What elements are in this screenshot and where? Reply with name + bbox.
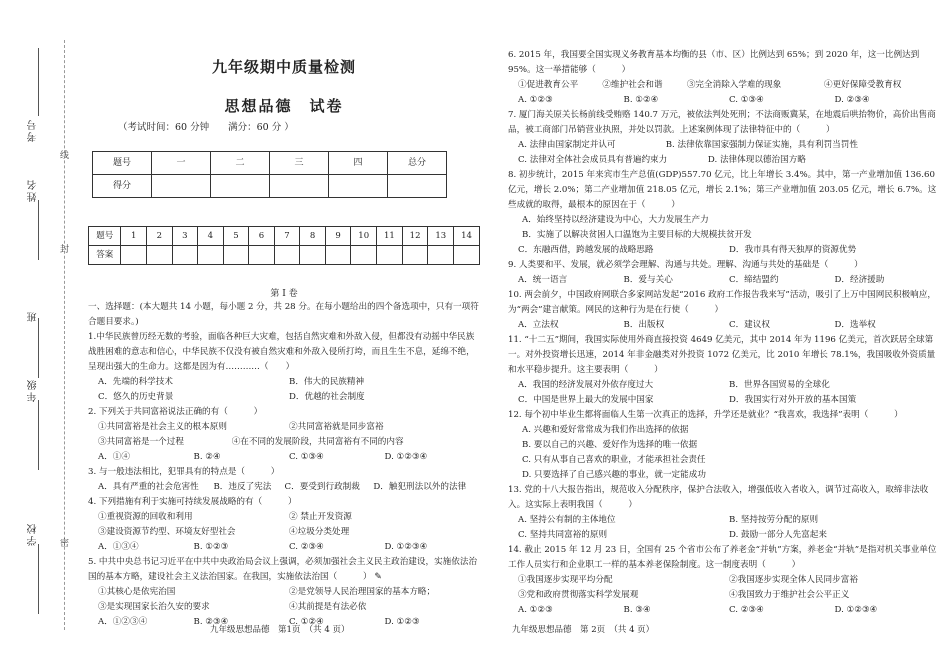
question-9-options bbox=[508, 273, 940, 288]
item: ①重视资源的回收和利用 bbox=[98, 512, 193, 522]
answer-number: 13 bbox=[428, 227, 454, 246]
answer-cell[interactable] bbox=[325, 246, 351, 265]
option[interactable]: D. ①②③④ bbox=[384, 452, 428, 462]
answer-cell[interactable] bbox=[121, 246, 147, 265]
option[interactable]: D. ①②③ bbox=[384, 617, 420, 627]
option[interactable]: A. 法律由国家制定并认可 bbox=[518, 140, 616, 150]
score-input-cell[interactable] bbox=[152, 175, 211, 198]
question-8: 8. 初步统计，2015 年来宾市生产总值(GDP)557.70 亿元，比上年增长 3.4%。其中，第一产业增加值 136.60 亿元，增长 2.0%；第二产业增加值 218.05 亿元，增长 2.1%；第三产业增加值 203.05 亿元，增长 6.7%。这些成就的取得，最根本的原因在于（ ） bbox=[508, 170, 937, 210]
school-label: 学校 bbox=[28, 522, 39, 546]
option[interactable]: D. 鼓励一部分人先富起来 bbox=[729, 530, 827, 540]
option[interactable]: D. ②③④ bbox=[834, 95, 870, 105]
option[interactable]: A. 兴趣和爱好常常成为我们作出选择的依据 bbox=[522, 425, 689, 435]
score-input-cell[interactable] bbox=[211, 175, 270, 198]
answer-cell[interactable] bbox=[223, 246, 249, 265]
question-2-items bbox=[88, 435, 480, 450]
question-12: 12. 每个初中毕业生都将面临人生第一次真正的选择，升学还是就业？“我喜欢，我选择”表明（ ） bbox=[508, 410, 903, 420]
item: ②共同富裕就是同步富裕 bbox=[289, 422, 384, 432]
option[interactable]: B. ①②③ bbox=[193, 542, 229, 552]
score-row-label: 得分 bbox=[93, 175, 152, 198]
option[interactable]: B. ②③④ bbox=[193, 617, 229, 627]
class-line bbox=[38, 318, 39, 378]
question-11-options bbox=[508, 393, 940, 408]
class-label: 班 bbox=[28, 310, 39, 322]
answer-number: 5 bbox=[223, 227, 249, 246]
question-7-options bbox=[508, 153, 940, 168]
pencil-mark-icon: ✎ bbox=[374, 572, 382, 582]
item: ④垃圾分类处理 bbox=[289, 527, 350, 537]
question-3-options bbox=[88, 480, 480, 495]
option[interactable]: B．出版权 bbox=[623, 320, 665, 330]
section-intro: 一、选择题：(本大题共 14 小题，每小题 2 分，共 28 分。在每小题给出的四个备选项中，只有一项符合题目要求。) bbox=[88, 302, 479, 327]
page-1 bbox=[88, 0, 480, 650]
item: ③是实现国家长治久安的要求 bbox=[98, 602, 210, 612]
option[interactable]: C. ①②④ bbox=[289, 617, 324, 627]
option[interactable]: B．爱与关心 bbox=[623, 275, 673, 285]
question-13-options bbox=[508, 513, 940, 528]
question-4-options bbox=[88, 540, 480, 555]
option[interactable]: A．我国的经济发展对外依存度过大 bbox=[518, 380, 654, 390]
question-13: 13. 党的十八大报告指出，规范收入分配秩序，保护合法收入，增强低收入者收入，调节过高收入，取缔非法收入。这实际上表明我国（ ） bbox=[508, 485, 929, 510]
answer-cell[interactable] bbox=[351, 246, 377, 265]
page-2 bbox=[508, 0, 940, 650]
question-10: 10. 两会前夕，中国政府网联合多家网站发起“2016 政府工作报告我来写”活动，吸引了上万中国网民积极响应，为“两会”建言献策。网民的这种行为是在行使（ ） bbox=[508, 290, 936, 315]
option[interactable]: A．①④ bbox=[98, 452, 130, 462]
name-label: 姓名 bbox=[28, 178, 39, 202]
question-6: 6. 2015 年，我国要全国实现义务教育基本均衡的县（市、区）比例达到 65%；到 2020 年，这一比例达到 95%。这一举措能够（ ） bbox=[508, 50, 920, 75]
question-7-options bbox=[508, 138, 940, 153]
option[interactable]: B．违反了宪法 bbox=[213, 482, 272, 492]
answer-number: 9 bbox=[325, 227, 351, 246]
item: ①促进教育公平 bbox=[518, 80, 579, 90]
option[interactable]: D．我市具有得天独厚的资源优势 bbox=[729, 245, 857, 255]
option[interactable]: A. ①②③ bbox=[518, 605, 553, 615]
question-2-options bbox=[88, 450, 480, 465]
option[interactable]: C. ②③④ bbox=[289, 542, 324, 552]
answer-table bbox=[88, 226, 480, 265]
answer-number: 11 bbox=[377, 227, 403, 246]
option[interactable]: B. ②④ bbox=[193, 452, 221, 462]
option[interactable]: B．伟大的民族精神 bbox=[289, 377, 365, 387]
option[interactable]: D．我国实行对外开放的基本国策 bbox=[729, 395, 857, 405]
answer-cell[interactable] bbox=[402, 246, 428, 265]
question-1-options bbox=[88, 375, 480, 390]
score-table bbox=[92, 151, 447, 198]
grade-label: 年级 bbox=[28, 378, 39, 402]
answer-cell[interactable] bbox=[147, 246, 173, 265]
question-5-items bbox=[88, 600, 480, 615]
item: ④在不同的发展阶段，共同富裕有不同的内容 bbox=[231, 437, 404, 447]
answer-cell[interactable] bbox=[377, 246, 403, 265]
score-header-cell: 题号 bbox=[93, 152, 152, 175]
option[interactable]: C．东融西借，跨越发展的战略思路 bbox=[518, 245, 654, 255]
option[interactable]: C．缔结盟约 bbox=[729, 275, 779, 285]
question-4-items bbox=[88, 525, 480, 540]
score-header-cell: 三 bbox=[270, 152, 329, 175]
cut-word-close: 密 bbox=[60, 539, 70, 549]
option[interactable]: C. ①③④ bbox=[289, 452, 324, 462]
subject-title: 思想品德 试卷 bbox=[224, 97, 344, 115]
option[interactable]: C. 坚持共同富裕的原则 bbox=[518, 530, 608, 540]
option[interactable]: C. 只有从事自己喜欢的职业，才能承担社会责任 bbox=[522, 455, 706, 465]
page-footer-right: 九年级思想品德 第 2页 （共 4 页） bbox=[512, 625, 655, 635]
option[interactable]: D．选举权 bbox=[834, 320, 876, 330]
option[interactable]: C．悠久的历史背景 bbox=[98, 392, 174, 402]
option[interactable]: A．①③④ bbox=[98, 542, 139, 552]
answer-cell[interactable] bbox=[454, 246, 480, 265]
option[interactable]: D. 法律体现以德治国方略 bbox=[707, 155, 806, 165]
answer-row-label: 答案 bbox=[89, 246, 121, 265]
score-header-cell: 总分 bbox=[388, 152, 447, 175]
exam-no-label: 考号 bbox=[28, 118, 39, 142]
question-14-options bbox=[508, 603, 940, 618]
score-input-cell[interactable] bbox=[270, 175, 329, 198]
answer-cell[interactable] bbox=[274, 246, 300, 265]
question-14-items bbox=[508, 573, 940, 588]
item: ④我国致力于维护社会公平正义 bbox=[729, 590, 850, 600]
answer-cell[interactable] bbox=[428, 246, 454, 265]
item: ②我国逐步实现全体人民同步富裕 bbox=[729, 575, 858, 585]
option[interactable]: D．优越的社会制度 bbox=[289, 392, 365, 402]
item: ①其核心是依宪治国 bbox=[98, 587, 176, 597]
option[interactable]: D. 只要选择了自己感兴趣的事业，就一定能成功 bbox=[522, 470, 706, 480]
item: ③共同富裕是一个过程 bbox=[98, 437, 184, 447]
question-6-options bbox=[508, 93, 940, 108]
question-5-items bbox=[88, 585, 480, 600]
option[interactable]: C．建议权 bbox=[729, 320, 770, 330]
school-line bbox=[38, 544, 39, 614]
option[interactable]: A．①②③④ bbox=[98, 617, 148, 627]
questions-left bbox=[88, 300, 480, 630]
option[interactable]: B. 要以自己的兴趣、爱好作为选择的唯一依据 bbox=[522, 440, 698, 450]
answer-number: 3 bbox=[172, 227, 198, 246]
score-header-cell: 一 bbox=[152, 152, 211, 175]
item: ④其前提是有法必依 bbox=[289, 602, 367, 612]
question-3: 3. 与一般违法相比，犯罪具有的特点是（ ） bbox=[88, 467, 280, 477]
option[interactable]: B．实施了以解决贫困人口温饱为主要目标的大规模扶贫开发 bbox=[522, 230, 752, 240]
score-input-cell[interactable] bbox=[329, 175, 388, 198]
question-10-options bbox=[508, 318, 940, 333]
option[interactable]: B. 法律依靠国家强制力保证实施，具有利罚当罚性 bbox=[665, 140, 858, 150]
answer-cell[interactable] bbox=[172, 246, 198, 265]
option[interactable]: A．具有严重的社会危害性 bbox=[98, 482, 199, 492]
question-2: 2. 下列关于共同富裕说法正确的有（ ） bbox=[88, 407, 263, 417]
exam-title: 九年级期中质量检测 bbox=[211, 58, 356, 76]
answer-number: 2 bbox=[147, 227, 173, 246]
option[interactable]: A．统一语言 bbox=[518, 275, 568, 285]
option[interactable]: D. ①②③④ bbox=[834, 605, 878, 615]
answer-number: 1 bbox=[121, 227, 147, 246]
cut-word-seal: 封 bbox=[60, 245, 70, 255]
question-11-options bbox=[508, 378, 940, 393]
option[interactable]: C. ①③④ bbox=[729, 95, 764, 105]
option[interactable]: A．立法权 bbox=[518, 320, 559, 330]
answer-number: 8 bbox=[300, 227, 326, 246]
answer-number: 7 bbox=[274, 227, 300, 246]
question-4-items bbox=[88, 510, 480, 525]
question-8-options bbox=[508, 243, 940, 258]
question-5-text: 5. 中共中央总书记习近平在中共中央政治局会议上强调，必须加强社会主义民主政治建设，实施依法治国的基本方略，建设社会主义法治国家。在我国，实施依法治国（ ） bbox=[88, 557, 478, 582]
cut-word-line: 线 bbox=[60, 151, 70, 161]
item: ①共同富裕是社会主义的根本原则 bbox=[98, 422, 227, 432]
option[interactable]: A. 坚持公有制的主体地位 bbox=[518, 515, 616, 525]
score-input-cell[interactable] bbox=[388, 175, 447, 198]
answer-number: 12 bbox=[402, 227, 428, 246]
option[interactable]: D. ①②③④ bbox=[384, 542, 428, 552]
answer-cell[interactable] bbox=[300, 246, 326, 265]
name-line bbox=[38, 200, 39, 260]
grade-line bbox=[38, 400, 39, 470]
item: ①我国逐步实现平均分配 bbox=[518, 575, 613, 585]
question-1-options bbox=[88, 390, 480, 405]
answer-cell[interactable] bbox=[249, 246, 275, 265]
score-header-cell: 四 bbox=[329, 152, 388, 175]
exam-no-line bbox=[38, 48, 39, 116]
questions-right bbox=[508, 48, 940, 618]
question-2-items bbox=[88, 420, 480, 435]
volume-label: 第 I 卷 bbox=[270, 289, 298, 299]
question-14: 14. 截止 2015 年 12 月 23 日，全国有 25 个省市公布了养老金“并轨”方案，养老金“并轨”是指对机关事业单位工作人员实行和企业职工一样的基本养老保险制度。这一制度表明（ ） bbox=[508, 545, 937, 570]
question-4: 4. 下列措施有利于实施可持续发展战略的有（ ） bbox=[88, 497, 297, 507]
option[interactable]: D．经济援助 bbox=[834, 275, 885, 285]
page-footer-left: 九年级思想品德 第1页 （共 4 页） bbox=[210, 625, 350, 635]
item: ③党和政府贯彻落实科学发展观 bbox=[518, 590, 639, 600]
option[interactable]: C. ②③④ bbox=[729, 605, 764, 615]
option[interactable]: B. 坚持按劳分配的原则 bbox=[729, 515, 819, 525]
option[interactable]: B. ①②④ bbox=[623, 95, 659, 105]
answer-number: 10 bbox=[351, 227, 377, 246]
item: ③建设资源节约型、环境友好型社会 bbox=[98, 527, 236, 537]
question-7: 7. 厦门海关原关长杨前线受贿赂 140.7 万元，被依法判处死刑；不法商贩冀某，在地震后哄抬物价，高价出售商品，被工商部门吊销营业执照，并处以罚款。上述案例体现了法律特征中的（ ） bbox=[508, 110, 936, 135]
question-14-items bbox=[508, 588, 940, 603]
question-11: 11. “十二五”期间，我国实际使用外商直接投资 4649 亿美元，其中 2014 年为 1196 亿美元，首次跃居全球第一。对外投资增长迅速，2014 年非金融类对外投资 1072 亿美元，比 2010 年增长 78.1%，我国吸收外资质量和水平稳步提升。这主要表明（ ） bbox=[508, 335, 936, 375]
option[interactable]: C．中国是世界上最大的发展中国家 bbox=[518, 395, 654, 405]
option[interactable]: A. ①②③ bbox=[518, 95, 553, 105]
item: ④更好保障受教育权 bbox=[823, 80, 902, 90]
item: ②是党领导人民治理国家的基本方略； bbox=[289, 587, 436, 597]
score-header-cell: 二 bbox=[211, 152, 270, 175]
option[interactable]: C．要受到行政制裁 bbox=[284, 482, 360, 492]
answer-number: 6 bbox=[249, 227, 275, 246]
answer-cell[interactable] bbox=[198, 246, 224, 265]
answer-number: 14 bbox=[454, 227, 480, 246]
option[interactable]: C. 法律对全体社会成员具有普遍约束力 bbox=[518, 155, 668, 165]
item: ②维护社会和谐 bbox=[602, 80, 663, 90]
question-5 bbox=[88, 555, 480, 585]
item: ③完全消除入学难的现象 bbox=[686, 80, 782, 90]
question-6-items bbox=[508, 78, 940, 93]
option[interactable]: B. ③④ bbox=[623, 605, 651, 615]
option[interactable]: B．世界各国贸易的全球化 bbox=[729, 380, 830, 390]
answer-row-label: 题号 bbox=[89, 227, 121, 246]
exam-info: （考试时间：60 分钟 满分：60 分 ） bbox=[118, 122, 294, 133]
option[interactable]: D．触犯刑法以外的法律 bbox=[373, 482, 467, 492]
option[interactable]: A．始终坚持以经济建设为中心，大力发展生产力 bbox=[522, 215, 709, 225]
item: ② 禁止开发资源 bbox=[289, 512, 352, 522]
option[interactable]: A．先端的科学技术 bbox=[98, 377, 173, 387]
answer-number: 4 bbox=[198, 227, 224, 246]
question-9: 9. 人类要和平、发展，就必须学会理解、沟通与共处。理解、沟通与共处的基础是（ ） bbox=[508, 260, 863, 270]
question-1: 1.中华民族曾历经无数的考验，面临各种巨大灾难，包括自然灾难和外敌入侵，但都没有动摇中华民族战胜困难的意志和信心，中华民族不仅没有被自然灾难和外敌入侵所打垮，而且生生不息，延绵不绝，呈现出强大的生命力。这都是因为有…………（ ） bbox=[88, 332, 475, 372]
question-13-options bbox=[508, 528, 940, 543]
